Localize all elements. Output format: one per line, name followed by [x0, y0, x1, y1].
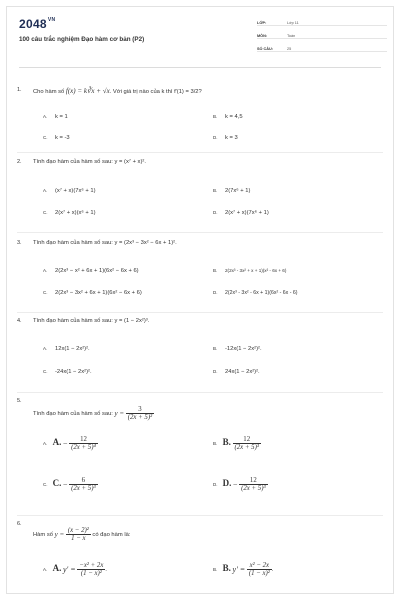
question-number: 4. — [17, 318, 22, 324]
question-text: Tính đạo hàm của hàm số sau: y = (x⁷ + x)². — [33, 159, 146, 165]
option-a[interactable]: A. A. − $\frac{12}{\text{(2x + 5)⁴}}$ — [43, 436, 96, 451]
header-divider — [19, 67, 381, 68]
option-b[interactable]: B. 2(7x⁶ + 1) — [213, 188, 251, 194]
question-text: Tính đạo hàm của hàm số sau: y = (1 − 2x²)³. — [33, 318, 150, 324]
question-divider — [17, 515, 383, 516]
meta-subject-row: MÔN: Toán — [257, 29, 387, 39]
question-2 — [17, 159, 385, 219]
meta-box — [257, 16, 387, 55]
option-c[interactable]: C. C. − $\frac{6}{\text{(2x + 5)³}}$ — [43, 477, 96, 492]
question-number: 5. — [17, 398, 22, 404]
question-number: 1. — [17, 87, 22, 93]
meta-count-row: SỐ CÂU: 25 — [257, 42, 387, 52]
option-a[interactable]: A. k = 1 — [43, 114, 68, 120]
question-1 — [17, 87, 385, 147]
option-b[interactable]: B. 2(2x³ - 3x² + x + 1)(x² - 6x + 6) — [213, 268, 287, 273]
option-a[interactable]: A. A. y' = $\frac{\text{−x² + 2x}}{\text{(1 − x)²}}$ . — [43, 562, 107, 577]
question-4 — [17, 318, 385, 378]
question-divider — [17, 312, 383, 313]
question-5 — [17, 398, 385, 518]
question-divider — [17, 392, 383, 393]
question-number: 3. — [17, 240, 22, 246]
option-b[interactable]: B. -12x(1 − 2x²)². — [213, 346, 262, 352]
question-text: Tính đạo hàm của hàm số sau: y = (2x³ − 3x² − 6x + 1)². — [33, 240, 177, 246]
document-title: 100 câu trắc nghiệm Đạo hàm cơ bản (P2) — [19, 36, 145, 43]
meta-class-row: LỚP: Lớp 11 — [257, 16, 387, 26]
site-logo[interactable]: $2048^{VN}$ — [19, 17, 56, 31]
question-number: 2. — [17, 159, 22, 165]
worksheet-header — [7, 7, 393, 67]
option-c[interactable]: C. 2(x⁷ + x)(x⁶ + 1) — [43, 210, 96, 216]
option-d[interactable]: D. D. − $\frac{12}{\text{(2x + 5)³}}$ — [213, 477, 266, 492]
question-text: Tính đạo hàm của hàm số sau: y = $\frac{3}{\text{(2x + 5)²}}$ — [33, 406, 153, 421]
option-a[interactable]: A. 2(2x³ − x² + 6x + 1)(6x² − 6x + 6) — [43, 268, 139, 274]
option-c[interactable]: C. -24x(1 − 2x²)². — [43, 369, 92, 375]
question-formula: $\frac{3}{\text{(2x + 5)²}}$ — [127, 406, 153, 421]
question-text: Cho hàm số f(x) = k∛x + √x. Với giá trị nào của k thì f'(1) = 3/2? — [33, 87, 202, 95]
option-a[interactable]: A. (x⁷ + x)(7x⁶ + 1) — [43, 188, 96, 194]
question-divider — [17, 152, 383, 153]
question-text: Hàm số y = $\frac{\text{(x − 2)²}}{1 - x}$ có đạo hàm là: — [33, 527, 131, 542]
option-c[interactable]: C. 2(2x³ − 3x² + 6x + 1)(6x² − 6x + 6) — [43, 290, 142, 296]
option-b[interactable]: B. B. y' = $\frac{\text{x² − 2x}}{\text{(1 − x)²}}$ . — [213, 562, 274, 577]
option-b[interactable]: B. B. $\frac{12}{\text{(2x + 5)³}}$ — [213, 436, 259, 451]
worksheet-page — [6, 6, 394, 594]
option-d[interactable]: D. 2(2x³ - 3x² - 6x + 1)(6x² - 6x - 6) — [213, 290, 298, 296]
question-divider — [17, 232, 383, 233]
option-c[interactable]: C. k = -3 — [43, 135, 70, 141]
question-3 — [17, 240, 385, 300]
option-d[interactable]: D. 2(x⁷ + x)(7x⁶ + 1) — [213, 210, 269, 216]
question-number: 6. — [17, 521, 22, 527]
question-formula: $\frac{\text{(x − 2)²}}{1 - x}$ — [67, 527, 89, 542]
option-d[interactable]: D. k = 3 — [213, 135, 238, 141]
option-d[interactable]: D. 24x(1 − 2x²)². — [213, 369, 260, 375]
question-6 — [17, 521, 385, 594]
option-b[interactable]: B. k = 4,5 — [213, 114, 243, 120]
option-a[interactable]: A. 12x(1 − 2x²)². — [43, 346, 90, 352]
